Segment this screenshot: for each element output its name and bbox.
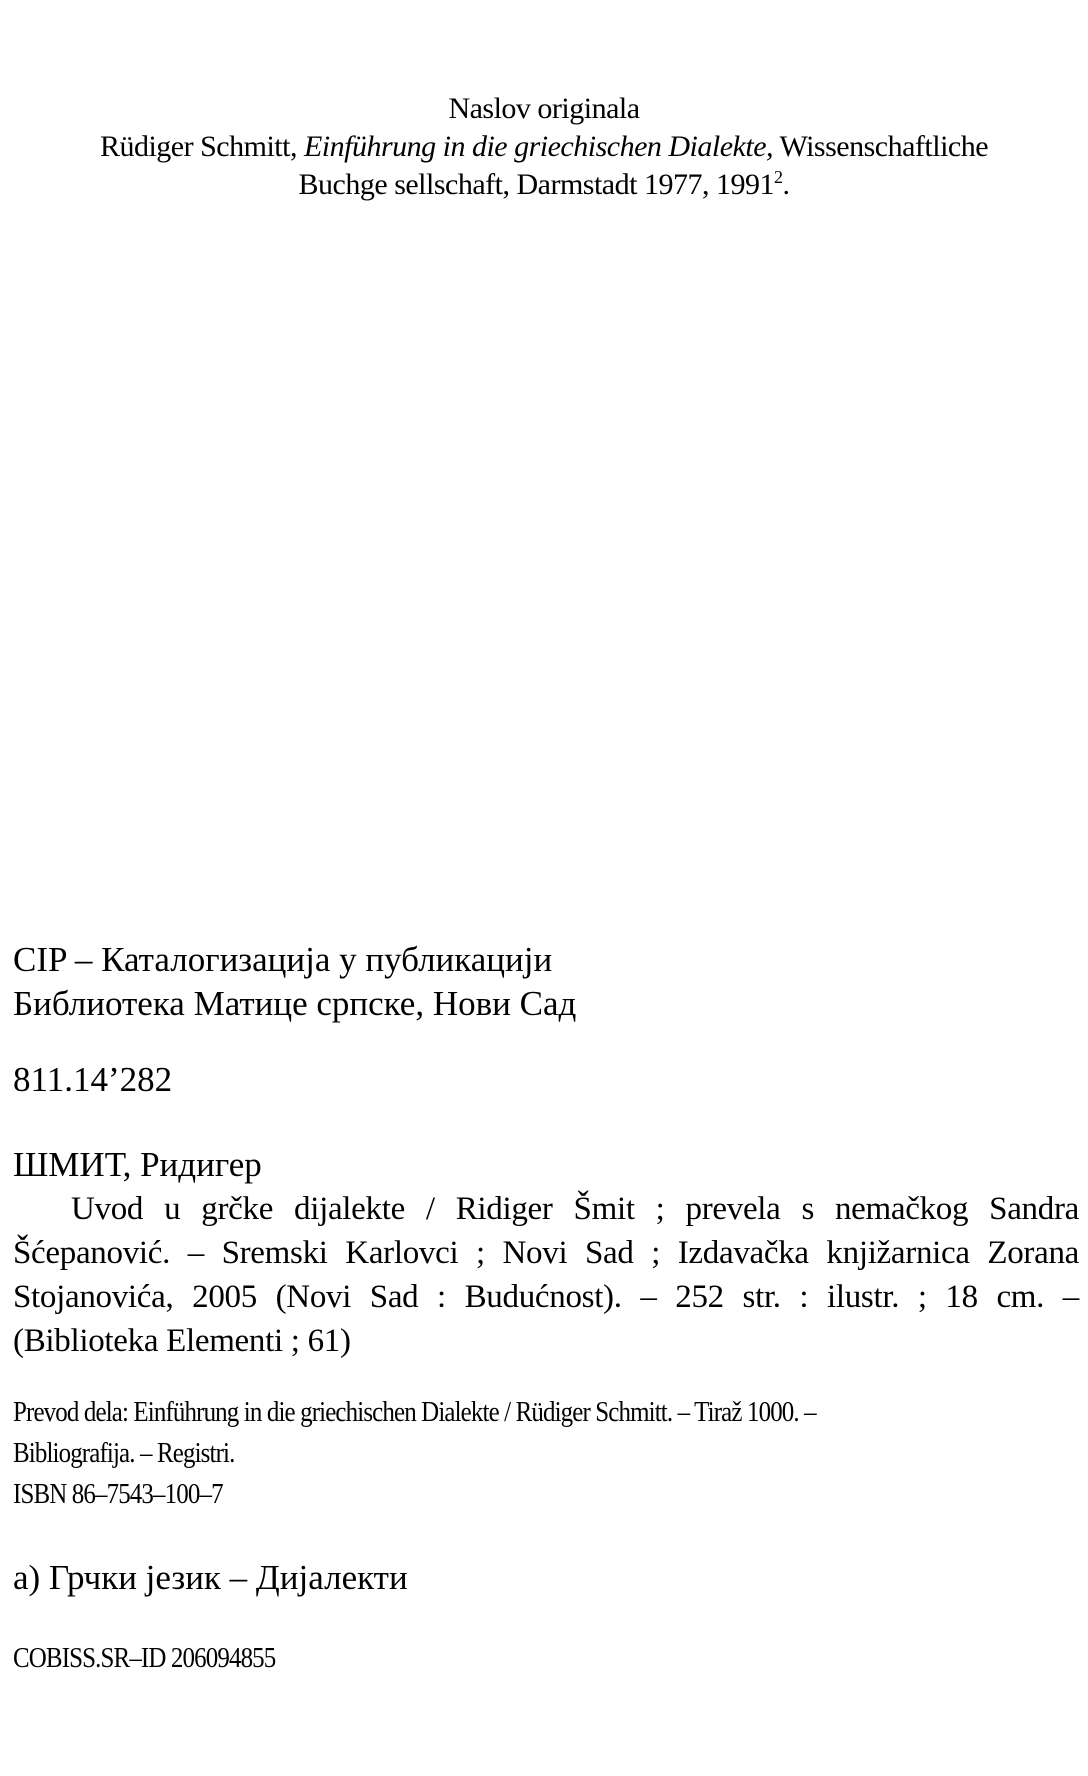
original-publisher-part1: Wissenschaftliche [779, 130, 989, 163]
note-line1: Prevod dela: Einführung in die griechischen Dialekte / Rüdiger Schmitt. – Tiraž 1000. – [13, 1396, 816, 1428]
author-heading: ШМИТ, Ридигер [13, 1145, 262, 1184]
catalog-notes [13, 1392, 1079, 1515]
cip-heading [13, 938, 1079, 1026]
original-author: Rüdiger Schmitt, [99, 130, 297, 163]
original-title-citation [0, 128, 1088, 166]
original-publisher-line [0, 166, 1088, 204]
original-publisher-part2: Buchge sellschaft, Darmstadt 1977, 1991 [298, 168, 774, 201]
cip-heading-line1: CIP – Каталогизација у публикацији [13, 940, 553, 979]
cobiss-id: COBISS.SR–ID 206094855 [13, 1642, 276, 1674]
udc-number: 811.14’282 [13, 1060, 173, 1099]
isbn: ISBN 86–7543–100–7 [13, 1478, 223, 1510]
original-title-heading: Naslov originala [448, 92, 640, 125]
original-title-block [0, 90, 1088, 204]
cip-heading-line2: Библиотека Матице српске, Нови Сад [13, 984, 577, 1023]
edition-superscript: 2 [773, 167, 783, 187]
citation-end: . [782, 168, 790, 201]
record-text: Uvod u grčke dijalekte / Ridiger Šmit ; prevela s nemačkog Sandra Šćepanović. – Sremski Karlovci ; Novi Sad ; Izdavačka knjižarnica Zorana Stojanovića, 2005 (Novi Sad : Budućnost). – 252 str. : ilustr. ; 18 cm. – (Biblioteka Elementi ; 61) [13, 1191, 1079, 1359]
original-book-title: Einführung in die griechischen Dialekte, [303, 130, 774, 163]
catalog-record [13, 1187, 1079, 1363]
note-line2: Bibliografija. – Registri. [13, 1437, 235, 1469]
subject-heading: а) Грчки језик – Дијалекти [13, 1558, 408, 1597]
